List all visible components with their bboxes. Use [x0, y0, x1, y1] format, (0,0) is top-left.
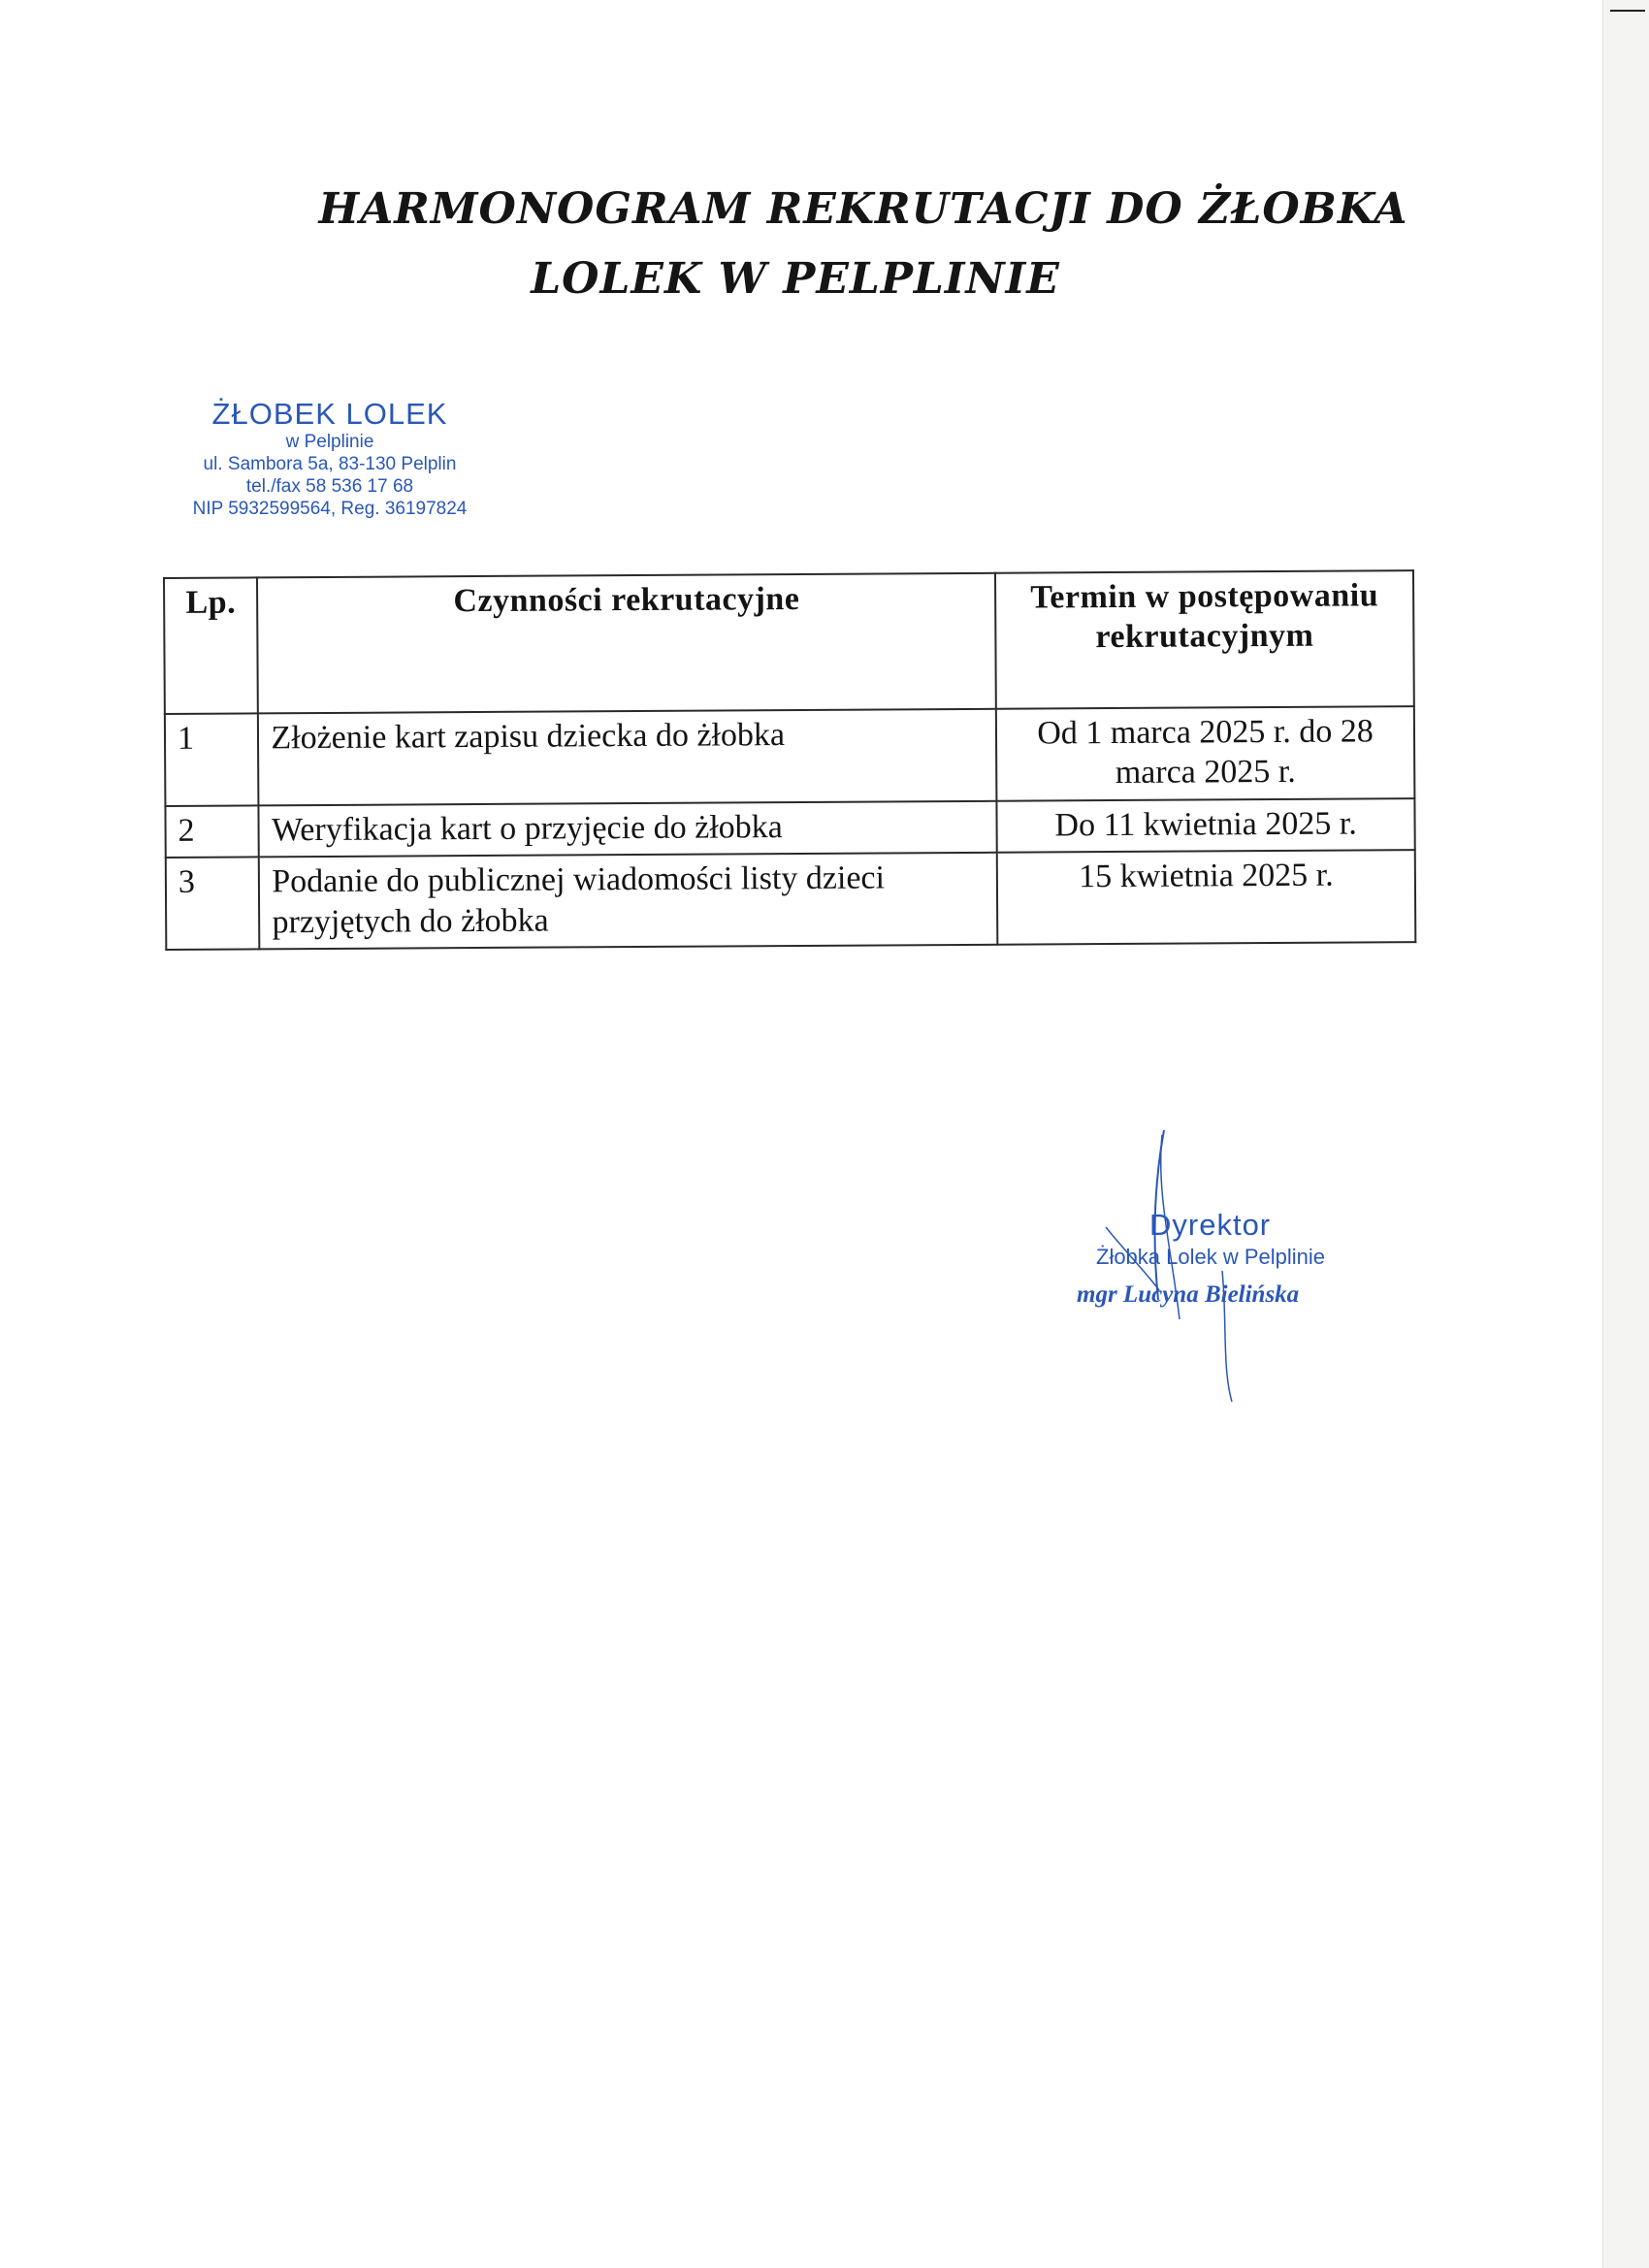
institution-stamp: [141, 396, 519, 520]
stamp-address: ul. Sambora 5a, 83-130 Pelplin: [203, 453, 457, 474]
stamp-ids: NIP 5932599564, Reg. 36197824: [192, 498, 468, 519]
row-lp: 1: [165, 713, 259, 806]
stamp-name: ŻŁOBEK LOLEK: [211, 397, 448, 431]
table-row: [166, 851, 1416, 951]
director-signature-stamp: [1077, 1208, 1387, 1309]
row-term: Od 1 marca 2025 r. do 28 marca 2025 r.: [996, 706, 1414, 801]
row-activity: Podanie do publicznej wiadomości listy dzieci przyjętych do żłobka: [259, 853, 997, 950]
header-lp: Lp.: [164, 577, 258, 714]
signature-person: mgr Lucyna Bielińska: [1077, 1281, 1300, 1308]
signature-title: Dyrektor: [1149, 1208, 1272, 1242]
header-term: Termin w postępowaniu rekrutacyjnym: [995, 570, 1414, 709]
recruitment-schedule-table: [163, 569, 1416, 951]
stamp-phone: tel./fax 58 536 17 68: [245, 475, 414, 497]
row-activity: Weryfikacja kart o przyjęcie do żłobka: [259, 801, 997, 858]
stamp-place: w Pelplinie: [285, 432, 374, 453]
document-title-line1: HARMONOGRAM REKRUTACJI DO ŻŁOBKA: [318, 184, 1408, 234]
table-row: [165, 706, 1415, 806]
row-activity: Złożenie kart zapisu dziecka do żłobka: [258, 709, 996, 806]
header-activity: Czynności rekrutacyjne: [257, 573, 996, 714]
row-term: 15 kwietnia 2025 r.: [997, 851, 1415, 946]
document-title-line2: LOLEK W PELPLINIE: [531, 254, 1060, 304]
row-lp: 2: [165, 805, 259, 858]
table-row: [165, 798, 1414, 858]
signature-org: Żłobka Lolek w Pelplinie: [1096, 1245, 1326, 1269]
table-header-row: [164, 570, 1414, 714]
row-term: Do 11 kwietnia 2025 r.: [997, 798, 1415, 853]
scanner-page-edge: [1602, 0, 1649, 2268]
corner-mark: [1610, 10, 1645, 12]
row-lp: 3: [166, 858, 260, 951]
